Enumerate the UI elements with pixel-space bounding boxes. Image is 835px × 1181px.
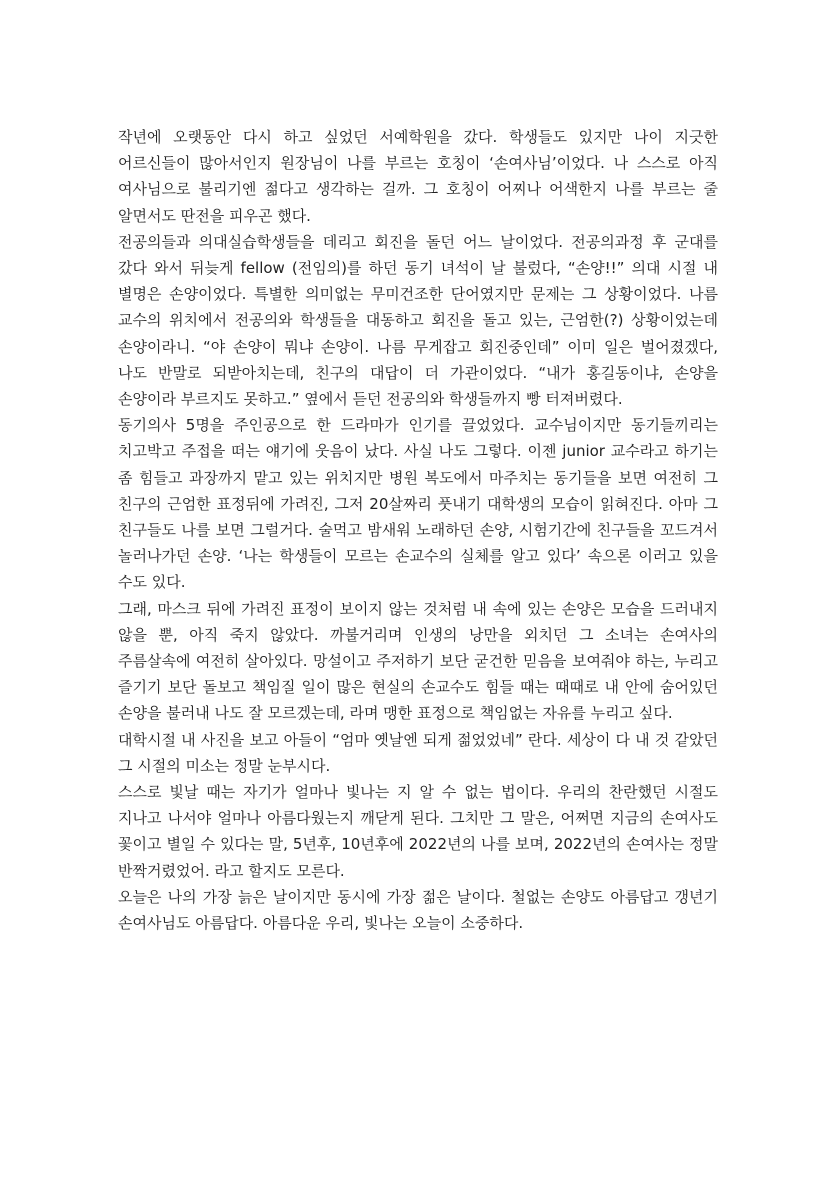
paragraph-today: 오늘은 나의 가장 늙은 날이지만 동시에 가장 젊은 날이다. 철없는 손양도 아름답고 갱년기 손여사님도 아름답다. 아름다운 우리, 빛나는 오늘이 소중하다. [118, 887, 718, 933]
paragraph-photo: 대학시절 내 사진을 보고 아들이 “엄마 옛날엔 되게 젊었었네” 란다. 세상이 다 내 것 같았던 그 시절의 미소는 정말 눈부시다. [118, 730, 718, 775]
document-page [118, 124, 718, 936]
paragraph-shine: 스스로 빛날 때는 자기가 얼마나 빛나는 지 알 수 없는 법이다. 우리의 찬란했던 시절도 지나고 나서야 얼마나 아름다웠는지 깨닫게 된다. 그치만 그 말은, 어쩌면 지금의 손여사도 꽃이고 별일 수 있다는 말, 5년후, 10년후에 2022년의 나를 보며, 2022년의 손여사는 정말 반짝거렸었어. 라고 할지도 모른다. [118, 783, 718, 880]
paragraph-academy: 작년에 오랫동안 다시 하고 싶었던 서예학원을 갔다. 학생들도 있지만 나이 지긋한 어르신들이 많아서인지 원장님이 나를 부르는 호칭이 ‘손여사님’이었다. 나 스스로 아직 여사님으로 불리기엔 젊다고 생각하는 걸까. 그 호칭이 어찌나 어색한지 나를 부르는 줄 알면서도 딴전을 피우곤 했다. [118, 128, 718, 225]
paragraph-drama: 동기의사 5명을 주인공으로 한 드라마가 인기를 끌었었다. 교수님이지만 동기들끼리는 치고박고 주접을 떠는 얘기에 웃음이 났다. 사실 나도 그렇다. 이젠 junior 교수라고 하기는 좀 힘들고 과장까지 맡고 있는 위치지만 병원 복도에서 마주치는 동기들을 보면 여전히 그 친구의 근엄한 표정뒤에 가려진, 그저 20살짜리 풋내기 대학생의 모습이 읽혀진다. 아마 그 친구들도 나를 보면 그럴거다. 술먹고 밤새워 노래하던 손양, 시험기간에 친구들을 꼬드겨서 놀러나가던 손양. ‘나는 학생들이 모르는 손교수의 실체를 알고 있다’ 속으론 이러고 있을 수도 있다. [118, 416, 718, 592]
paragraph-mask: 그래, 마스크 뒤에 가려진 표정이 보이지 않는 것처럼 내 속에 있는 손양은 모습을 드러내지 않을 뿐, 아직 죽지 않았다. 까불거리며 인생의 낭만을 외치던 그 소녀는 손여사의 주름살속에 여전히 살아있다. 망설이고 주저하기 보단 굳건한 믿음을 보여줘야 하는, 누리고 즐기기 보단 돌보고 책임질 일이 많은 현실의 손교수도 힘들 때는 때때로 내 안에 숨어있던 손양을 불러내 나도 잘 모르겠는데, 라며 맹한 표정으로 책임없는 자유를 누리고 싶다. [118, 599, 718, 723]
paragraph-rounds: 전공의들과 의대실습학생들을 데리고 회진을 돌던 어느 날이었다. 전공의과정 후 군대를 갔다 와서 뒤늦게 fellow (전임의)를 하던 동기 녀석이 날 불렀다, “손양!!” 의대 시절 내 별명은 손양이었다. 특별한 의미없는 무미건조한 단어였지만 문제는 그 상황이었다. 나름 교수의 위치에서 전공의와 학생들을 대동하고 회진을 돌고 있는, 근엄한(?) 상황이었는데 손양이라니. “야 손양이 뭐냐 손양이. 나름 무게잡고 회진중인데” 이미 일은 벌어졌겠다, 나도 반말로 되받아치는데, 친구의 대답이 더 가관이었다. “내가 홍길동이냐, 손양을 손양이라 부르지도 못하고.” 옆에서 듣던 전공의와 학생들까지 빵 터져버렸다. [118, 232, 718, 409]
